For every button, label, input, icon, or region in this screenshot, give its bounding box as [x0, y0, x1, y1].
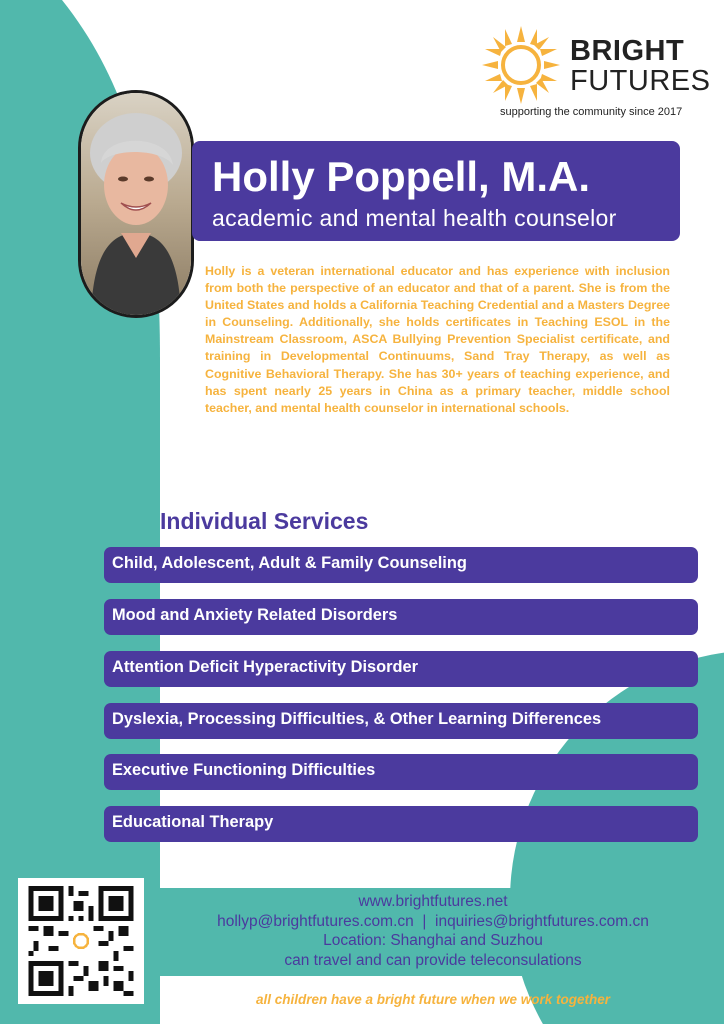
counselor-name: Holly Poppell, M.A.: [212, 153, 591, 200]
profile-photo: [78, 90, 194, 318]
email-links[interactable]: hollyp@brightfutures.com.cn | inquiries@brightfutures.com.cn: [217, 912, 649, 930]
contact-info: [160, 892, 706, 970]
name-banner: [192, 141, 680, 241]
travel-text: can travel and can provide teleconsulations: [284, 951, 582, 969]
bright-futures-logo[interactable]: [478, 22, 711, 122]
qr-code[interactable]: [18, 878, 144, 1004]
services-heading: Individual Services: [160, 508, 369, 534]
counselor-title: academic and mental health counselor: [212, 205, 617, 231]
logo-wordmark-futures: FUTURES: [570, 65, 711, 97]
counselor-bio: Holly is a veteran international educator and has experience with inclusion from both the perspective of an educator and that of a parent. She is from the United States and holds a California Teaching Credential and a Masters Degree in Counseling. Additionally, she holds certificates in Teaching ESOL in the Mainstream Classroom, ASCA Bullying Prevention Specialist certificate, and training in Developmental Continuums, Sand Tray Therapy, as well as Cognitive Behavioral Therapy. She has 30+ years of teaching experience, and has spent nearly 25 years in China as a primary teacher, middle school teacher, and mental health counselor in international schools.: [205, 264, 670, 415]
qr-code-icon: [28, 886, 134, 996]
service-item: Executive Functioning Difficulties: [104, 754, 698, 790]
sun-icon: [478, 22, 564, 108]
service-item: Child, Adolescent, Adult & Family Counseling: [104, 547, 698, 583]
logo-tagline: supporting the community since 2017: [500, 106, 683, 118]
logo-wordmark-bright: BRIGHT: [570, 35, 685, 67]
service-item: Educational Therapy: [104, 806, 698, 842]
service-item: Mood and Anxiety Related Disorders: [104, 599, 698, 635]
service-item: Attention Deficit Hyperactivity Disorder: [104, 651, 698, 687]
slogan: all children have a bright future when we work together: [255, 992, 611, 1007]
portrait-illustration: [81, 93, 191, 315]
service-item: Dyslexia, Processing Difficulties, & Other Learning Differences: [104, 703, 698, 739]
website-link[interactable]: www.brightfutures.net: [358, 893, 508, 910]
location-text: Location: Shanghai and Suzhou: [323, 932, 543, 949]
